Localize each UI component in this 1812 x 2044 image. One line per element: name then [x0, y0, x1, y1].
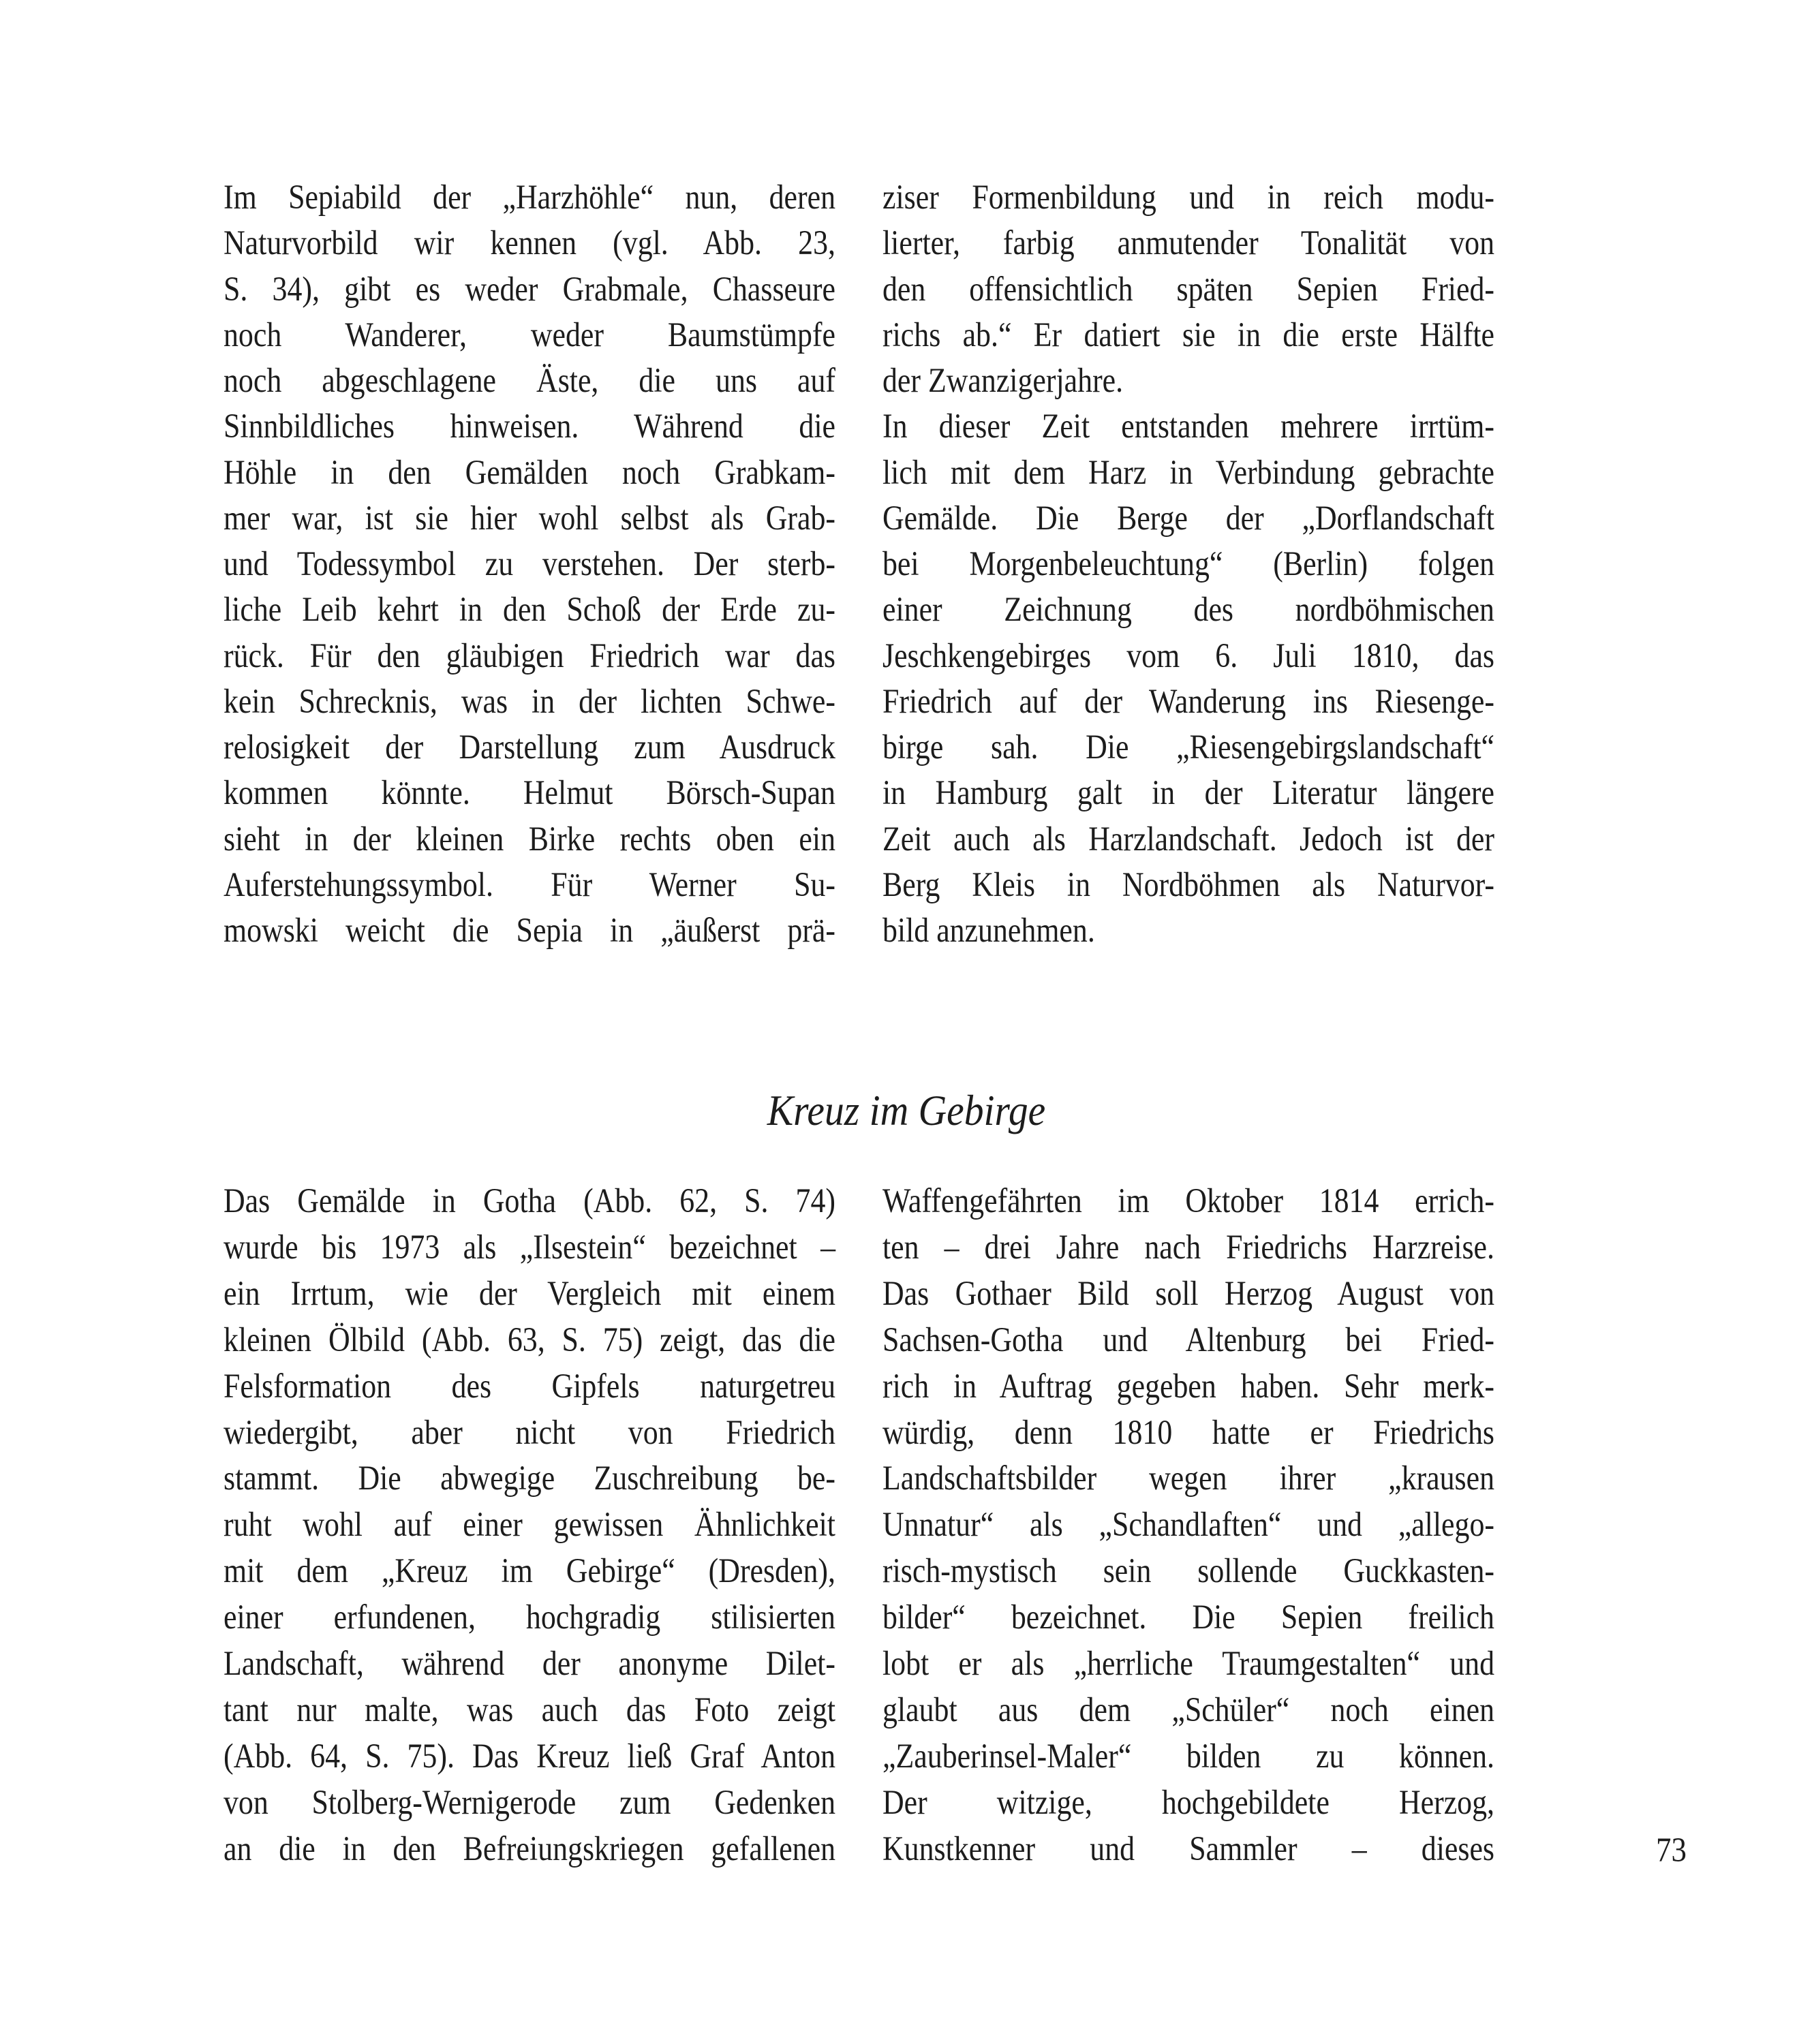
section-heading: [0, 1083, 1812, 1138]
text-line: [882, 1456, 1494, 1502]
text-line: [224, 1688, 835, 1733]
text-line: [882, 725, 1494, 771]
text-line-content: mer war, ist sie hier wohl selbst als Grab-: [224, 499, 835, 538]
text-line-content: an die in den Befreiungskriegen gefallenen: [224, 1829, 835, 1868]
text-line: [882, 908, 1494, 954]
text-line-content: Naturvorbild wir kennen (vgl. Abb. 23,: [224, 224, 835, 263]
text-line-content: ruht wohl auf einer gewissen Ähnlichkeit: [224, 1506, 835, 1545]
text-line-content: Der witzige, hochgebildete Herzog,: [882, 1783, 1494, 1822]
text-line-content: Höhle in den Gemälden noch Grabkam-: [224, 453, 835, 492]
text-line-content: ziser Formenbildung und in reich modu-: [882, 179, 1494, 217]
text-line: [882, 817, 1494, 863]
text-line: [882, 1410, 1494, 1456]
text-line: [882, 496, 1494, 542]
text-line-content: bilder“ bezeichnet. Die Sepien freilich: [882, 1598, 1494, 1637]
text-line: [224, 1827, 835, 1872]
text-line: [224, 1780, 835, 1826]
text-line-content: „Zauberinsel-Maler“ bilden zu können.: [882, 1737, 1494, 1776]
text-line: [224, 1179, 835, 1224]
text-line-content: S. 34), gibt es weder Grabmale, Chasseure: [224, 270, 835, 309]
text-line-content: noch abgeschlagene Äste, die uns auf: [224, 362, 835, 400]
text-line-content: relosigkeit der Darstellung zum Ausdruck: [224, 728, 835, 766]
text-line-content: ein Irrtum, wie der Vergleich mit einem: [224, 1274, 835, 1313]
text-line-content: Jeschkengebirges vom 6. Juli 1810, das: [882, 636, 1494, 675]
text-line-content: lierter, farbig anmutender Tonalität von: [882, 224, 1494, 263]
text-line: [882, 679, 1494, 725]
text-line-content: Sinnbildliches hinweisen. Während die: [224, 407, 835, 446]
text-line: [882, 450, 1494, 496]
text-line-content: richs ab.“ Er datiert sie in die erste Hälfte: [882, 315, 1494, 354]
text-line: [882, 1827, 1494, 1872]
text-line-content: Friedrich auf der Wanderung ins Riesenge-: [882, 682, 1494, 721]
text-line-content: Landschaftsbilder wegen ihrer „krausen: [882, 1459, 1494, 1498]
text-line: [882, 358, 1494, 404]
text-line-content: rich in Auftrag gegeben haben. Sehr merk-: [882, 1367, 1494, 1406]
page-number-text: 73: [1656, 1831, 1687, 1870]
text-line: [224, 221, 835, 266]
page-number: [1656, 1828, 1704, 1874]
text-line-content: Berg Kleis in Nordböhmen als Naturvor-: [882, 865, 1494, 904]
text-line: [224, 634, 835, 679]
text-line: [882, 1688, 1494, 1733]
text-line-content: rück. Für den gläubigen Friedrich war das: [224, 636, 835, 675]
text-line: [224, 496, 835, 542]
text-line-content: kleinen Ölbild (Abb. 63, S. 75) zeigt, das die: [224, 1320, 835, 1359]
text-line-content: in Hamburg galt in der Literatur längere: [882, 774, 1494, 813]
text-line: [882, 1225, 1494, 1271]
text-line-content: Landschaft, während der anonyme Dilet-: [224, 1645, 835, 1683]
text-line: [224, 450, 835, 496]
text-line: [224, 1641, 835, 1687]
text-line-content: Das Gemälde in Gotha (Abb. 62, S. 74): [224, 1182, 835, 1220]
text-line-content: bei Morgenbeleuchtung“ (Berlin) folgen: [882, 545, 1494, 583]
text-line: [882, 1318, 1494, 1363]
text-line: [224, 313, 835, 358]
text-line: [224, 1734, 835, 1780]
text-line: [882, 863, 1494, 908]
text-line-content: wurde bis 1973 als „Ilsestein“ bezeichnet –: [224, 1228, 835, 1267]
text-line-content: und Todessymbol zu verstehen. Der sterb-: [224, 545, 835, 583]
text-line: [224, 1456, 835, 1502]
text-line-content: Auferstehungssymbol. Für Werner Su-: [224, 865, 835, 904]
text-line: [882, 267, 1494, 313]
text-line-content: stammt. Die abwegige Zuschreibung be-: [224, 1459, 835, 1498]
text-line-content: In dieser Zeit entstanden mehrere irrtüm-: [882, 407, 1494, 446]
text-line-content: kommen könnte. Helmut Börsch-Supan: [224, 774, 835, 813]
text-line-content: würdig, denn 1810 hatte er Friedrichs: [882, 1413, 1494, 1452]
text-line-content: mowski weicht die Sepia in „äußerst prä-: [224, 912, 835, 950]
text-line: [882, 1549, 1494, 1594]
text-line: [882, 1364, 1494, 1410]
text-line: [882, 587, 1494, 633]
text-line: [882, 175, 1494, 221]
text-line-content: glaubt aus dem „Schüler“ noch einen: [882, 1690, 1494, 1729]
text-line: [224, 542, 835, 587]
text-line: [224, 1595, 835, 1641]
text-line: [224, 771, 835, 816]
text-line: [224, 267, 835, 313]
text-line-content: mit dem „Kreuz im Gebirge“ (Dresden),: [224, 1552, 835, 1591]
text-line: [224, 1271, 835, 1317]
text-line: [882, 404, 1494, 450]
text-line: [224, 587, 835, 633]
text-line: [224, 1364, 835, 1410]
text-line-content: von Stolberg-Wernigerode zum Gedenken: [224, 1783, 835, 1822]
text-line: [882, 1271, 1494, 1317]
text-line-content: den offensichtlich späten Sepien Fried-: [882, 270, 1494, 309]
text-line-content: Waffengefährten im Oktober 1814 errich-: [882, 1182, 1494, 1220]
text-line-content: risch-mystisch sein sollende Guckkasten-: [882, 1552, 1494, 1591]
text-line: [224, 1549, 835, 1594]
text-line: [224, 725, 835, 771]
text-line-content: Unnatur“ als „Schandlaften“ und „allego-: [882, 1506, 1494, 1545]
text-line: [882, 542, 1494, 587]
text-line-content: Im Sepiabild der „Harzhöhle“ nun, deren: [224, 179, 835, 217]
text-line-content: lich mit dem Harz in Verbindung gebrachte: [882, 453, 1494, 492]
text-line: [224, 679, 835, 725]
text-line-content: liche Leib kehrt in den Schoß der Erde zu-: [224, 591, 835, 630]
text-line-content: noch Wanderer, weder Baumstümpfe: [224, 315, 835, 354]
text-line: [882, 1502, 1494, 1548]
text-line-content: wiedergibt, aber nicht von Friedrich: [224, 1413, 835, 1452]
text-line-content: Kunstkenner und Sammler – dieses: [882, 1829, 1494, 1868]
text-line: [224, 817, 835, 863]
text-line-content: ten – drei Jahre nach Friedrichs Harzreise.: [882, 1228, 1494, 1267]
text-line-content: lobt er als „herrliche Traumgestalten“ und: [882, 1645, 1494, 1683]
text-line-content: einer Zeichnung des nordböhmischen: [882, 591, 1494, 630]
text-line: [882, 1734, 1494, 1780]
text-line-content: Gemälde. Die Berge der „Dorflandschaft: [882, 499, 1494, 538]
text-line: [224, 863, 835, 908]
text-line: [224, 1318, 835, 1363]
text-line-content: Sachsen-Gotha und Altenburg bei Fried-: [882, 1320, 1494, 1359]
text-line: [882, 1179, 1494, 1224]
text-line-content: bild anzunehmen.: [882, 912, 1095, 950]
text-line: [882, 771, 1494, 816]
text-line-content: Das Gothaer Bild soll Herzog August von: [882, 1274, 1494, 1313]
section-heading-text: Kreuz im Gebirge: [767, 1086, 1045, 1134]
text-line-content: kein Schrecknis, was in der lichten Schwe-: [224, 682, 835, 721]
text-line: [224, 1225, 835, 1271]
text-line: [224, 1502, 835, 1548]
text-line-content: einer erfundenen, hochgradig stilisierten: [224, 1598, 835, 1637]
text-line-content: Felsformation des Gipfels naturgetreu: [224, 1367, 835, 1406]
text-line-content: sieht in der kleinen Birke rechts oben ein: [224, 820, 835, 858]
text-line: [882, 221, 1494, 266]
text-line-content: Zeit auch als Harzlandschaft. Jedoch ist der: [882, 820, 1494, 858]
text-line: [224, 1410, 835, 1456]
text-line-content: tant nur malte, was auch das Foto zeigt: [224, 1690, 835, 1729]
text-line: [882, 634, 1494, 679]
text-line: [224, 908, 835, 954]
text-line-content: (Abb. 64, S. 75). Das Kreuz ließ Graf Anton: [224, 1737, 835, 1776]
text-line: [882, 1641, 1494, 1687]
text-line: [224, 404, 835, 450]
text-line-content: der Zwanzigerjahre.: [882, 362, 1124, 400]
text-line: [224, 175, 835, 221]
text-line: [882, 313, 1494, 358]
text-line: [882, 1595, 1494, 1641]
text-line-content: birge sah. Die „Riesengebirgslandschaft“: [882, 728, 1494, 766]
text-line: [224, 358, 835, 404]
text-line: [882, 1780, 1494, 1826]
